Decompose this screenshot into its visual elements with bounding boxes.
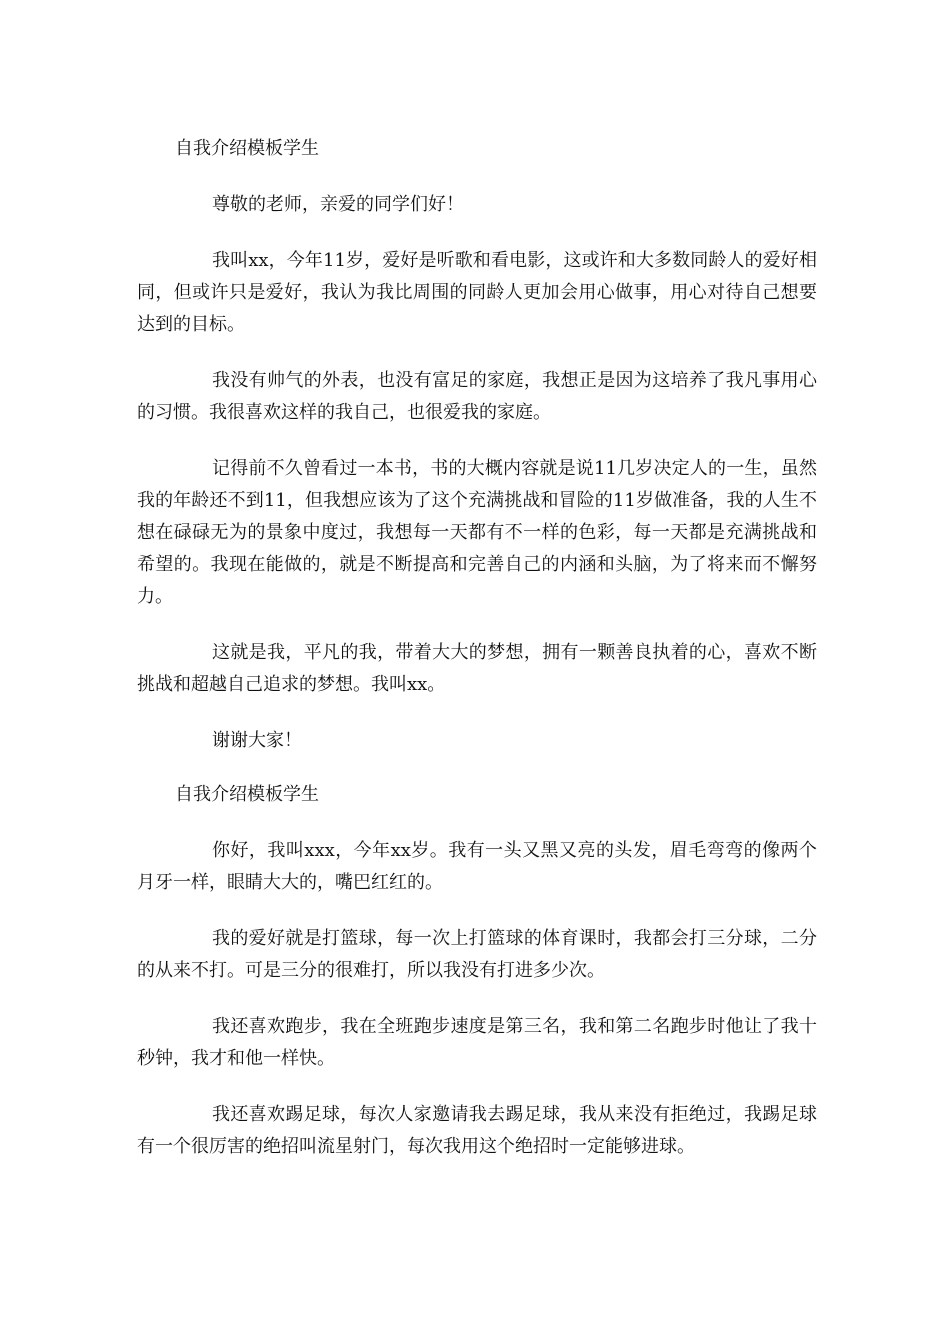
closing-paragraph: 谢谢大家！ [212,730,302,751]
body-paragraph: 这就是我，平凡的我，带着大大的梦想，拥有一颗善良执着的心，喜欢不断挑战和超越自己追求的梦想。我叫xx。 [137,642,817,695]
section-1-title: 自我介绍模板学生 [175,138,319,159]
body-paragraph: 记得前不久曾看过一本书，书的大概内容就是说11几岁决定人的一生，虽然我的年龄还不到11，但我想应该为了这个充满挑战和冒险的11岁做准备，我的人生不想在碌碌无为的景象中度过，我想每一天都有不一样的色彩，每一天都是充满挑战和希望的。我现在能做的，就是不断提高和完善自己的内涵和头脑，为了将来而不懈努力。 [137,458,817,607]
body-paragraph: 我没有帅气的外表，也没有富足的家庭，我想正是因为这培养了我凡事用心的习惯。我很喜欢这样的我自己，也很爱我的家庭。 [137,370,817,423]
body-paragraph: 我还喜欢跑步，我在全班跑步速度是第三名，我和第二名跑步时他让了我十秒钟，我才和他一样快。 [137,1016,817,1069]
greeting-paragraph: 尊敬的老师，亲爱的同学们好！ [212,194,464,215]
document-content [137,133,817,1187]
section-2-title: 自我介绍模板学生 [175,784,319,805]
body-paragraph: 你好，我叫xxx，今年xx岁。我有一头又黑又亮的头发，眉毛弯弯的像两个月牙一样，眼睛大大的，嘴巴红红的。 [137,840,817,893]
body-paragraph: 我还喜欢踢足球，每次人家邀请我去踢足球，我从来没有拒绝过，我踢足球有一个很厉害的绝招叫流星射门，每次我用这个绝招时一定能够进球。 [137,1104,817,1157]
body-paragraph: 我叫xx，今年11岁，爱好是听歌和看电影，这或许和大多数同龄人的爱好相同，但或许只是爱好，我认为我比周围的同龄人更加会用心做事，用心对待自己想要达到的目标。 [137,250,817,335]
body-paragraph: 我的爱好就是打篮球，每一次上打篮球的体育课时，我都会打三分球，二分的从来不打。可是三分的很难打，所以我没有打进多少次。 [137,928,817,981]
